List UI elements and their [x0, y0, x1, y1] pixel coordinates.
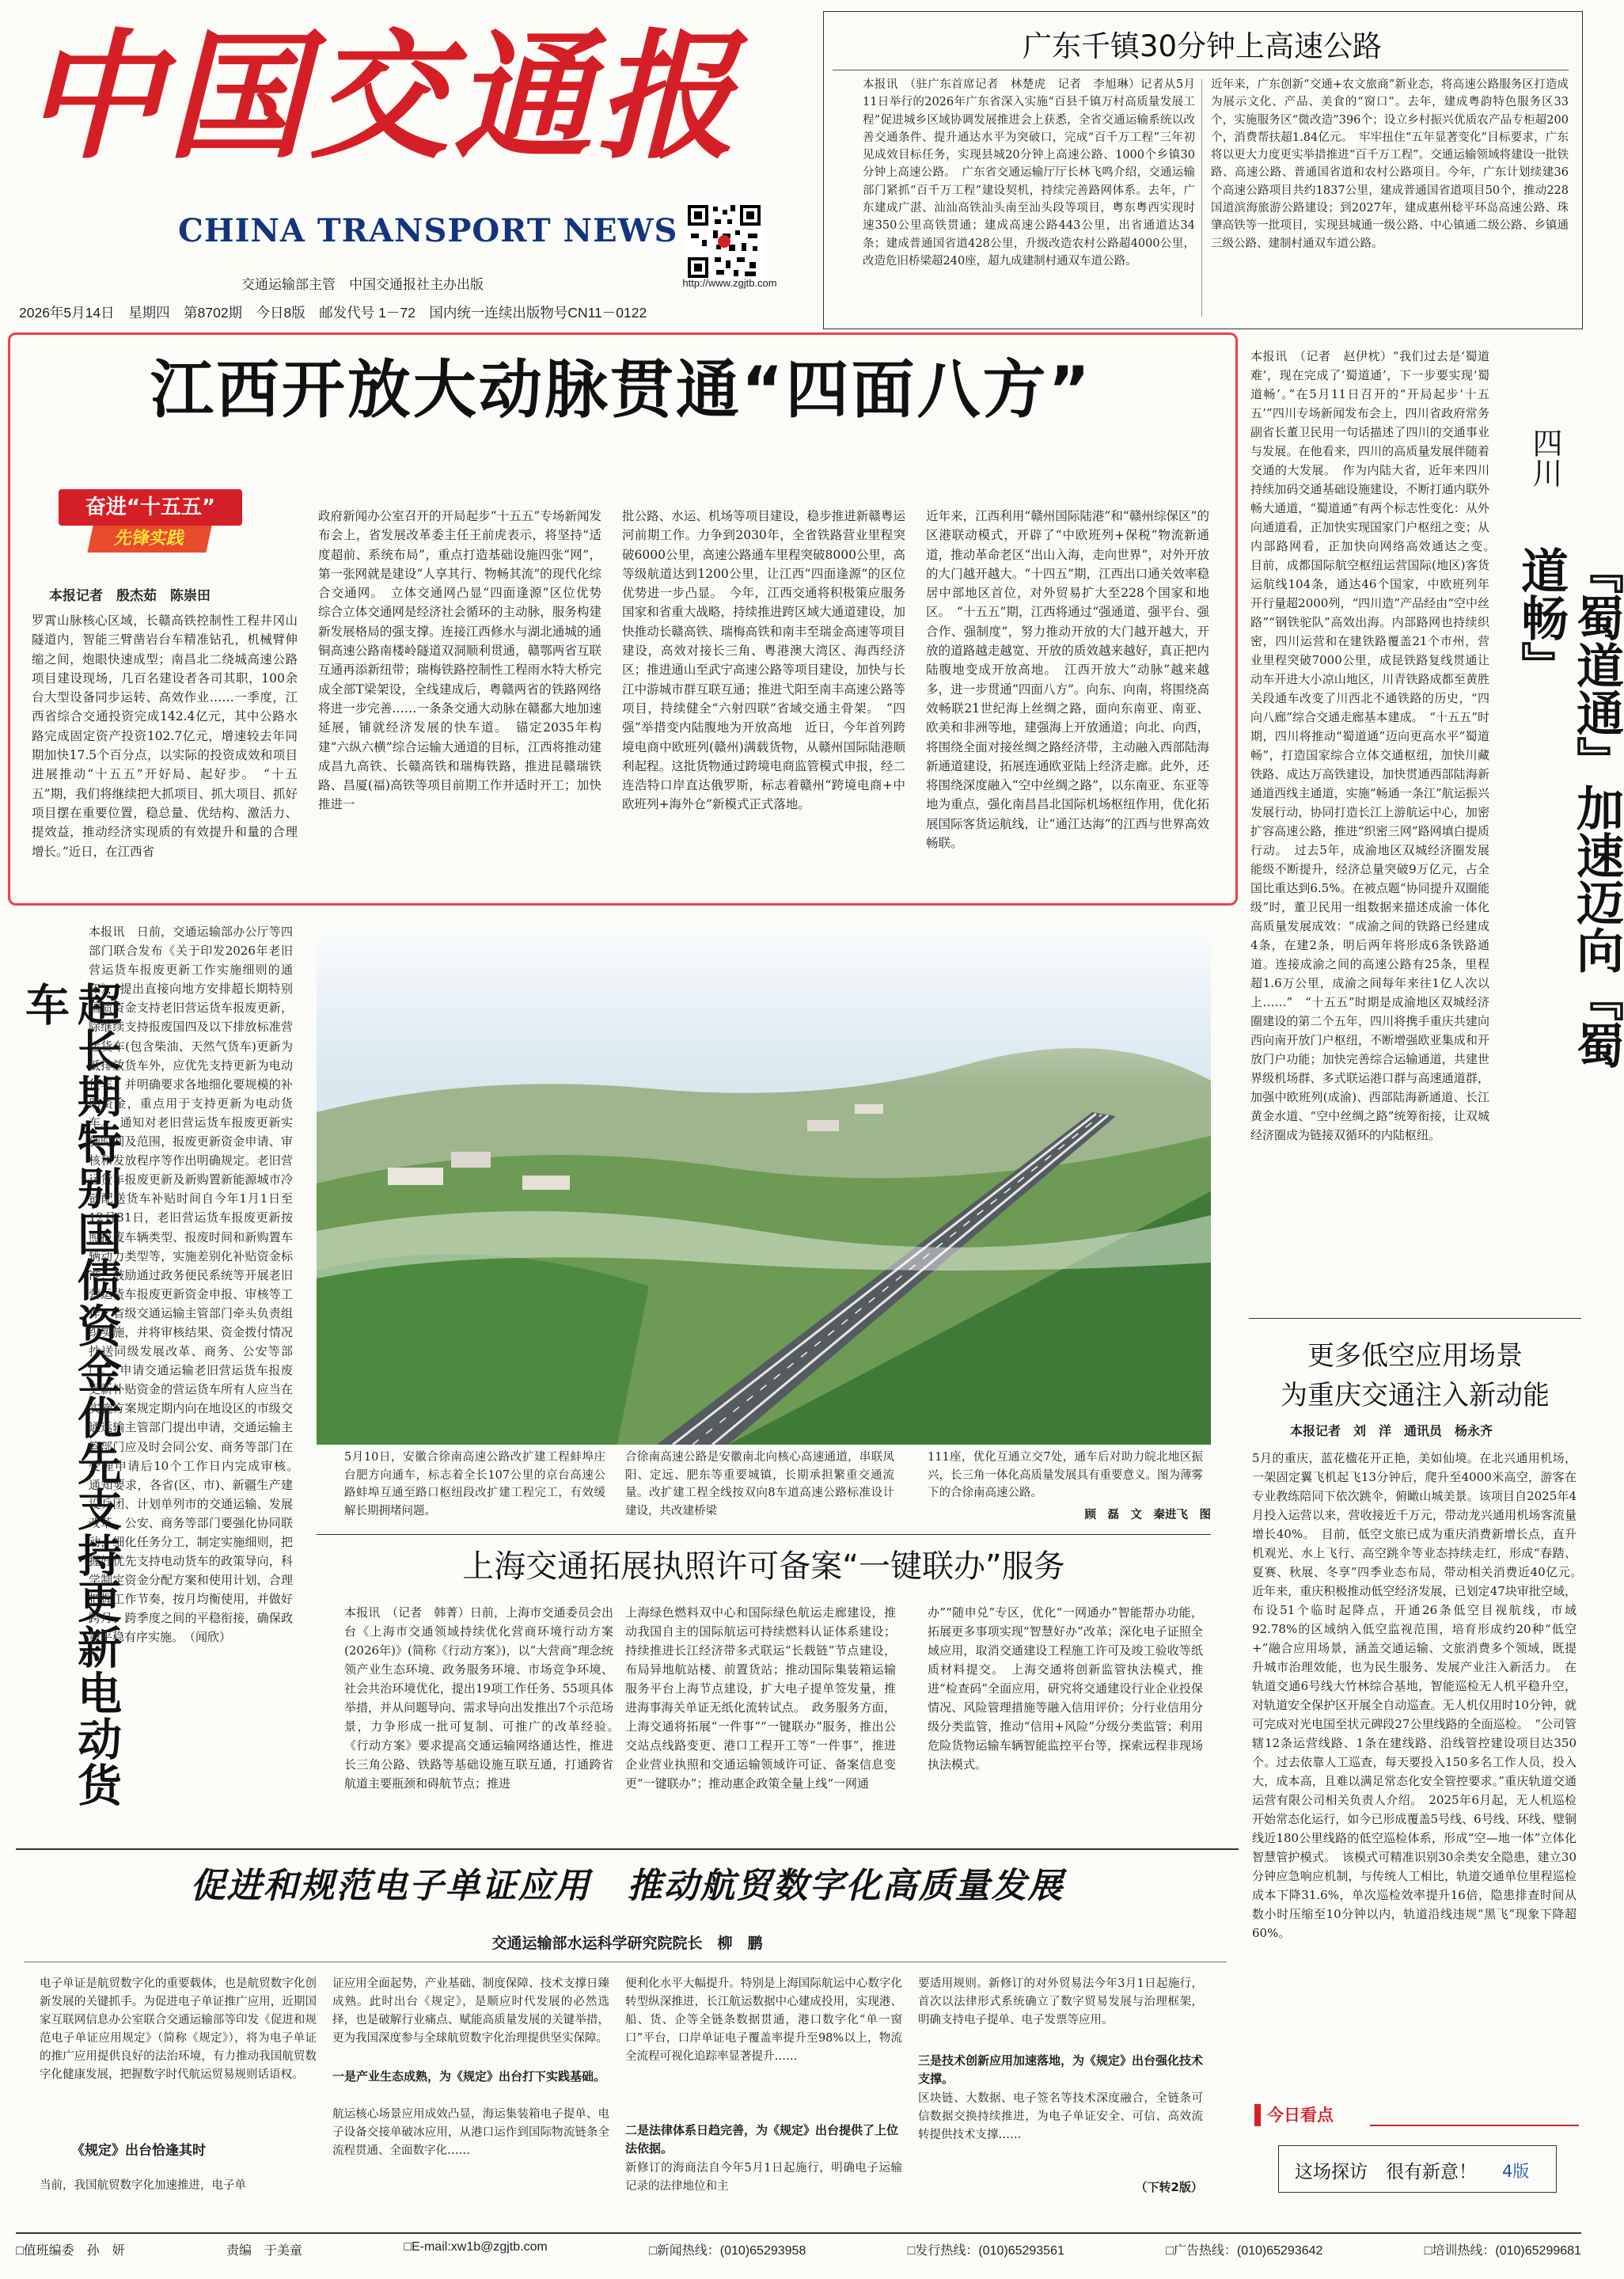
lowalt-byline: 本报记者 刘 洋 通讯员 杨永齐 [1290, 1423, 1493, 1438]
qr-url: http://www.zgjtb.com [682, 277, 777, 289]
sponsors: 交通运输部主管 中国交通报社主办出版 [241, 277, 484, 292]
photo-caption-2: 合徐南高速公路是安徽南北向核心高速通道，串联凤阳、定远、肥东等重要城镇，长期承担繁重交通流量。改扩建工程全线按双向8车道高速公路标准设计建设，共改建桥梁 [625, 1451, 894, 1517]
esign-title: 促进和规范电子单证应用 推动航贸数字化高质量发展 [190, 1866, 1064, 1906]
highway-photo [317, 930, 1211, 1445]
footer-rule [16, 2232, 1581, 2234]
freight-vtitle: 超长期特别国债资金优先支持更新电动货车 [18, 982, 122, 1808]
lowalt-title-1: 更多低空应用场景 [1307, 1340, 1523, 1372]
esign-col-3: 便利化水平大幅提升。特别是上海国际航运中心数字化转型纵深推进，长江航运数据中心建成投用，实现港、船、货、企等全链条数据贯通，港口数字化“单一窗口”平台，口岸单证电子覆盖率提升至98%以上，物流全流程可视化追踪率显著提升…… [625, 1977, 902, 2063]
footer-email[interactable]: □E-mail:xw1b@zgjtb.com [404, 2240, 548, 2254]
shanghai-title: 上海交通拓展执照许可备案“一键联办”服务 [462, 1548, 1065, 1585]
today-item-text: 这场探访 很有新意！ [1295, 2162, 1477, 2182]
footer-distribution-hotline: □发行热线：(010)65293561 [907, 2244, 1064, 2258]
esign-col-2: 证应用全面起势，产业基础、制度保障、技术支撑日臻成熟。此时出台《规定》，是顺应时代发展的必然选择，也是破解行业痛点、赋能高质量发展的关键举措，更为我国深度参与全球航贸数字化治理提供坚实保障。 [332, 1977, 609, 2045]
esign-col-4-heading: 三是技术创新应用加速落地，为《规定》出台强化技术支撑。 [918, 2053, 1204, 2086]
photo-caption-3: 111座，优化互通立交7处，通车后对助力皖北地区振兴，长三角一体化高质量发展具有重要意义。图为薄雾下的合徐南高速公路。 [928, 1451, 1203, 1499]
footer-ad-hotline: □广告热线：(010)65293642 [1166, 2244, 1323, 2258]
lead-col-4: 近年来，江西利用“赣州国际陆港”和“赣州综保区”的区港联动模式，开辟了“中欧班列+保税”物流新通道，推动革命老区“出山入海，走向世界”，对外开放的大门越开越大。“十四五”期，江西出口通关效率稳居中部地区首位，对外贸易扩大至228个国家和地区。 “十五五”期，江西将通过“强通道、强平台、强合作、强制度”，努力推动开放的大门越开越大，开放的道路越走越宽、开放的质效越来越好，真正把内陆腹地变成开放高地。 江西开放大“动脉”越来越多，进一步贯通“四面八方”。向东、向南，将围绕高效畅联21世纪海上丝绸之路，面向东南亚、南亚、欧美和非洲等地，建强海上开放通道；向北、向西，将围绕全面对接丝绸之路经济带，主动融入西部陆海新通道建设，拓展连通欧亚陆上经济走廊。此外，还将围绕深度融入“空中丝绸之路”，以东南亚、东亚等地为重点，强化南昌昌北国际机场枢纽作用，优化拓展国际客货运航线，让“通江达海”的江西与世界高效畅联。 [926, 509, 1209, 851]
esign-col-1: 电子单证是航贸数字化的重要载体，也是航贸数字化创新发展的关键抓手。为促进电子单证推广应用，近期国家互联网信息办公室联合交通运输部等印发《促进和规范电子单证应用规定》（简称《规定》），将为电子单证的推广应用提供良好的法治环境，有力推动我国航贸数字化健康发展，把握数字时代航运贸易规则话语权。 [40, 1977, 317, 2081]
shanghai-col-2: 上海绿色燃料双中心和国际绿色航运走廊建设，推动我国自主的国际航运可持续燃料认证体系建设；持续推进长江经济带多式联运“长载链”节点建设，布局异地航站楼、前置货站；推动国际集装箱运输服务平台上海节点建设，扩大电子提单签发量，推进海事海关单证无纸化流转试点。 政务服务方面，上海交通将拓展“一件事”“一键联办”服务，推出公交站点线路变更、港口工程开工等“一件事”，推进企业营业执照和交通运输领域许可证、备案信息变更“一键联办”；推动惠企政策全量上线“一网通 [625, 1605, 896, 1791]
lead-byline: 本报记者 殷杰茹 陈崇田 [49, 588, 211, 604]
english-name: CHINA TRANSPORT NEWS [178, 212, 678, 249]
esign-continued: （下转2版） [1135, 2180, 1203, 2194]
sichuan-vtitle: 『蜀道通』加速迈向『蜀道畅』 [1513, 546, 1624, 1069]
badge-line-2: 先锋实践 [87, 526, 211, 553]
esign-col-1-heading: 《规定》出台恰逢其时 [71, 2143, 206, 2159]
esign-col-2-text: 航运核心场景应用成效凸显，海运集装箱电子提单、电子设备交接单破冰应用，从港口运作到国际物流链条全流程贯通、全面数字化…… [332, 2108, 609, 2157]
esign-byline: 交通运输部水运科学研究院院长 柳 鹏 [491, 1935, 763, 1952]
shanghai-col-1: 本报讯 （记者 韩菁）日前，上海市交通委员会出台《上海市交通领域持续优化营商环境行动方案(2026年)》(简称《行动方案》)，以“大营商”理念统领产业生态环境、政务服务环境、市场竞争环境、社会共治环境优化，提出19项工作任务、55项具体举措，并从问题导向、需求导向出发推出7个示范场景，力争形成一批可复制、可推广的改革经验。 《行动方案》要求提高交通运输网络通达性，推进长三角公路、铁路等基础设施互联互通，打通跨省航道主要瓶颈和碍航节点；推进 [344, 1605, 626, 1791]
photo-caption-1: 5月10日，安徽合徐南高速公路改扩建工程蚌埠庄台肥方向通车，标志着全长107公里的京台高速公路蚌埠互通至路口枢纽段改扩建工程完工，有效缓解长期拥堵问题。 [344, 1451, 605, 1517]
footer-news-hotline: □新闻热线：(010)65293958 [649, 2244, 806, 2258]
lead-col-1: 罗霄山脉核心区域，长赣高铁控制性工程井冈山隧道内，智能三臂凿岩台车精准钻孔，机械臂伸缩之间，炮眼快速成型；南昌北二绕城高速公路项目建设现场，几百名建设者各司其职，100余台大型设备同步运转、高效作业……一季度，江西省综合交通投资完成142.4亿元，其中公路水路完成固定资产投资102.7亿元，增速较去年同期加快17.5个百分点，以实际的投资成效和项目进展推动“十五五”开好局、起好步。 “十五五”期，我们将继续把大抓项目、抓大项目、抓好项目摆在重要位置，稳总量、优结构、激活力、提效益，推动经济实现质的有效提升和量的合理增长。”近日，在江西省 [32, 613, 298, 859]
today-item[interactable] [1278, 2145, 1557, 2193]
photo-credit: 顾 磊 文 秦进飞 图 [1084, 1509, 1211, 1521]
qr-code [685, 202, 764, 281]
gd-col-1: 本报讯 （驻广东首席记者 林楚虎 记者 李旭琳）记者从5月11日举行的2026年广东省深入实施“百县千镇万村高质量发展工程”促进城乡区域协调发展推进会上获悉，全省交通运输系统以改善交通条件、提升通达水平为突破口，完成“百千万工程”三年初见成效目标任务，实现县城20分钟上高速公路、1000个乡镇30分钟上高速公路。 广东省交通运输厅厅长林飞鸣介绍，交通运输部门紧抓“百千万工程”建设契机，持续完善路网体系。去年，广东建成广湛、汕汕高铁汕头南至汕头段等项目，粤东粤西实现时速350公里高铁贯通；建成高速公路443公里，出省通道达34条；建成普通国省道428公里，升级改造农村公路超4000公里，改造危旧桥梁超240座，超九成建制村通双车道公路。 [863, 78, 1195, 268]
lead-badge [59, 489, 242, 556]
sichuan-text: 本报讯 （记者 赵伊枕）“我们过去是‘蜀道难’，现在完成了‘蜀道通’，下一步要实现‘蜀道畅’。”在5月11日召开的“开局起步‘十五五’”四川专场新闻发布会上，四川省政府常务副省长董卫民用一句话描述了四川的交通事业与发展。在他看来，四川的高质量发展伴随着交通的大发展。 作为内陆大省，近年来四川持续加码交通基础设施建设，不断打通内联外畅大通道，“蜀道通”有两个标志性变化：从外向通道看，正加快实现国家门户枢纽之变；从内部路网看，正加快向网络高效通达之变。 目前，成都国际航空枢纽运营国际(地区)客货运航线104条，通达46个国家，中欧班列年开行量超2000列，“四川造”产品经由“空中丝路”“钢铁驼队”高效出海。内部路网也持续织密，四川运营和在建铁路覆盖21个市州，营业里程突破7000公里，成昆铁路复线贯通让动车开进大小凉山地区，川青铁路成都至黄胜关段通车改变了川西北不通铁路的历史，“四向八廊”综合交通走廊基本建成。 “十五五”时期，四川将推动“蜀道通”迈向更高水平“蜀道畅”，打造国家综合立体交通枢纽，加快川藏铁路、成达万高铁建设，加快贯通西部陆海新通道西线主通道，实施“畅通一条江”航运振兴发展行动，协同打造长江上游航运中心，加密扩容高速公路，推进“织密三网”路网填白提质行动。 过去5年，成渝地区双城经济圈发展能级不断提升，经济总量突破9万亿元，占全国比重达到6.5%。在被点题“协同提升双圈能级”时，董卫民用一组数据来描述成渝一体化高质量发展成效：“成渝之间的铁路已经建成4条，在建2条，明后两年将形成6条铁路通道。连接成渝之间的高速公路有25条，里程超1.6万公里，成渝之间每年来往1亿人次以上……” “十五五”时期是成渝地区双城经济圈建设的第二个五年，四川将携手重庆共建向西向南开放门户枢纽，不断增强欧亚集成和开放门户功能；加快完善综合运输通道，共建世界级机场群、多式联运港口群与高速通道群，加强中欧班列(成渝)、西部陆海新通道、长江黄金水道、“空中丝绸之路”统筹衔接，让双城经济圈成为链接双循环的内陆枢纽。 [1250, 349, 1502, 1142]
masthead-logo: 中国交通报 [24, 16, 740, 178]
lead-title: 江西开放大动脉贯通“四面八方” [150, 353, 1093, 427]
freight-text: 本报讯 日前，交通运输部办公厅等四部门联合发布《关于印发2026年老旧营运货车报废更新工作实施细则的通知》，提出直接向地方安排超长期特别国债资金支持老旧营运货车报废更新，除继续支持报废国四及以下排放标准营运货车(包含柴油、天然气货车)更新为低排放货车外，应优先支持更新为电动货车，并明确要求各地细化要规模的补助资金，重点用于支持更新为电动货车。 通知对老旧营运货车报废更新实施时间及范围，报废更新资金申请、审核和发放程序等作出明确规定。老旧营运货车报废更新及新购置新能源城市冷链配送货车补贴时间自今年1月1日至12月31日，老旧营运货车报废更新按照报废车辆类型、报废时间和新购置车辆动力类型等，实施差别化补贴资金标准；鼓励通过政务便民系统等开展老旧营运货车报废更新资金申报、审核等工作，省级交通运输主管部门牵头负责组织实施，并将审核结果、资金拨付情况抄送同级发展改革、商务、公安等部门。 申请交通运输老旧营运货车报废更新补贴资金的营运货车所有人应当在实施方案规定期内向在地设区的市级交通运输主管部门提出申请，交通运输主管部门应及时会同公安、商务等部门在受理申请后10个工作日内完成审核。 通知要求，各省(区、市)、新疆生产建设兵团、计划单列市的交通运输、发展改革、公安、商务等部门要强化协同联动，细化任务分工，制定实施细则，把握好优先支持电动货车的政策导向，科学制定资金分配方案和使用计划，合理把握工作节奏，按月均衡使用，并做好跨月、跨季度之间的平稳衔接，确保政策平稳有序实施。 （闻欣） [89, 925, 305, 1645]
esign-top-rule [16, 1848, 1239, 1850]
esign-col-3-heading: 二是法律体系日趋完善，为《规定》出台提供了上位法依据。 [625, 2123, 899, 2156]
esign-col-4-text: 区块链、大数据、电子签名等技术深度融合，全链条可信数据交换持续推进，为电子单证安全、可信、高效流转提供技术支撑…… [918, 2092, 1203, 2141]
lowalt-title-2: 为重庆交通注入新动能 [1281, 1380, 1550, 1411]
shanghai-top-rule [317, 1534, 1211, 1535]
lowalt-text: 5月的重庆，蓝花楹花开正艳，美如仙境。在北兴通用机场，一架固定翼飞机起飞13分钟后，爬升至4000米高空，游客在专业教练陪同下依次跳伞，俯瞰山城美景。该项目自2025年4月投入运营以来，营收接近千万元，带动龙兴通用机场客流量增长40%。 目前，低空文旅已成为重庆消费新增长点，直升机观光、水上飞行、高空跳伞等业态持续走红，形成“春踏、夏赛、秋展、冬享”四季业态布局，带动相关消费近40亿元。 近年来，重庆积极推动低空经济发展，已划定47块审批空域，布设51个临时起降点，开通26条低空目视航线，市域92.78%的区域纳入低空监视范围，培育形成约20种“低空+”融合应用场景，涵盖交通运输、文旅消费多个领域，既提升城市治理效能，也为民生服务、发展产业注入新活力。 在轨道交通6号线大竹林综合基地，智能巡检无人机平稳升空，对轨道安全保护区开展全自动巡查。无人机仅用时10分钟，就可完成对光电国至状元碑段27公里线路的全面巡检。 “公司管辖12条运营线路、1条在建线路、沿线管控建设项目达350个。过去依靠人工巡查，每天要投入150多名工作人员，投入大，成本高，且难以满足常态化安全管控要求。”重庆轨道交通运营有限公司相关负责人介绍。 2025年6月起，无人机巡检开始常态化运行，如今已形成覆盖5号线、6号线、环线、璧铜线近180公里线路的低空巡检体系，形成“空—地一体”立体化智慧管护模式。 该模式可精准识别30余类安全隐患，建立30分钟应急响应机制，与传统人工相比，轨道交通单位里程巡检成本下降31.6%，单次巡检效率提升16倍，隐患排查时间从数小时压缩至10分钟以内，轨道沿线违规“黑飞”现象下降超60%。 [1252, 1451, 1589, 1940]
gd-col-divider [1201, 79, 1202, 317]
footer-editor: □值班编委 孙 妍 [16, 2244, 125, 2258]
sichuan-vtitle-small: 四川 [1527, 427, 1562, 488]
today-box [1254, 2098, 1579, 2209]
dateline: 2026年5月14日 星期四 第8702期 今日8版 邮发代号 1－72 国内统一连续出版物号CN11－0122 [19, 305, 647, 321]
gd-col-2: 近年来，广东创新“交通+农文旅商”新业态，将高速公路服务区打造成为展示文化、产品、美食的“窗口”。去年，建成粤韵特色服务区33个，实施服务区“微改造”396个；设立乡村振兴优质农产品专柜超200个，消费帮扶超1.84亿元。 牢牢扭住“五年显著变化”目标要求，广东将以更大力度更实举措推进“百千万工程”。交通运输领域将建设一批铁路、高速公路、普通国省道和农村公路项目。今年，广东计划续建36个高速公路项目共约1837公里，建成普通国省道项目50个，推动228国道滨海旅游公路建设；到2027年，建成惠州稔平环岛高速公路、珠肇高铁等一批项目，实现县城通一级公路、中心镇通二级公路、乡镇通三级公路、建制村通双车道公路。 [1211, 78, 1569, 250]
badge-line-1: 奋进“十五五” [59, 489, 242, 526]
lowalt-top-rule [1249, 1318, 1581, 1319]
gd-title: 广东千镇30分钟上高速公路 [1022, 29, 1383, 63]
masthead [16, 8, 815, 340]
esign-col-3-text: 新修订的海商法自今年5月1日起施行，明确电子运输记录的法律地位和主 [625, 2162, 902, 2193]
footer-bar [16, 2240, 1581, 2267]
lead-col-2: 政府新闻办公室召开的开局起步“十五五”专场新闻发布会上，省发展改革委主任王前虎表示，将坚持“适度超前、系统布局”，重点打造基础设施四张“网”，第一张网就是建设“人享其行、物畅其流”的现代化综合交通网。 立体交通网凸显“四面逢源”区位优势 综合立体交通网是经济社会循环的主动脉，服务构建新发展格局的强支撑。连接江西修水与湖北通城的通铜高速公路南楼岭隧道双洞顺利贯通，赣鄂两省互联互通再添新纽带；瑞梅铁路控制性工程雨水特大桥完成全部T梁架设，全线建成后，粤赣两省的铁路网络将进一步完善……一条条交通大动脉在赣鄱大地加速延展，铺就经济发展的快车道。 锚定2035年构建“六纵六横”综合运输大通道的目标，江西将推动建成昌九高铁、长赣高铁和瑞梅铁路，推进昆赣瑞铁路、昌厦(福)高铁等项目前期工作并适时开工；加快推进一 [318, 509, 614, 812]
esign-col-1-tail: 当前，我国航贸数字化加速推进，电子单 [40, 2179, 246, 2192]
shanghai-col-3: 办”“随申兑”专区，优化“一网通办”智能帮办功能，拓展更多事项实现“智慧好办”改革；深化电子证照全域应用，取消交通建设工程施工许可及竣工验收等纸质材料提交。 上海交通将创新监管执法模式，推进“检查码”全面应用，研究将交通建设行业企业投保情况、风险管理措施等融入信用评价；分行业信用分级分类监管，推动“信用+风险”分级分类监管；利用危险货物运输车辆智能监控平台等，探索远程非现场执法模式。 [928, 1605, 1203, 1772]
lead-col-3: 批公路、水运、机场等项目建设，稳步推进新赣粤运河前期工作。力争到2030年，全省铁路营业里程突破6000公里，高速公路通车里程突破8000公里，高等级航道达到1200公里，让江西“四面逢源”的区位优势进一步凸显。 今年，江西交通将积极策应服务国家和省重大战略，持续推进跨区域大通道建设，加快推动长赣高铁、瑞梅高铁和南丰至瑞金高速等项目建设，高效对接长三角、粤港澳大湾区、海西经济区；推进通山至武宁高速公路等项目建设，加快与长江中游城市群互联互通；推进弋阳至南丰高速公路等项目，持续健全“六射四联”省域交通主骨架。 “四强”举措变内陆腹地为开放高地 近日，今年首列跨境电商中欧班列(赣州)满载货物，从赣州国际陆港顺利起程。这批货物通过跨境电商监管模式申报，经二连浩特口岸直达俄罗斯，标志着赣州“跨境电商+中欧班列+海外仓”新模式正式落地。 [622, 509, 905, 812]
esign-col-2-heading: 一是产业生态成熟，为《规定》出台打下实践基础。 [332, 2069, 606, 2083]
footer-training-hotline: □培训热线：(010)65299681 [1424, 2244, 1581, 2258]
esign-col-4: 要适用规则。新修订的对外贸易法今年3月1日起施行，首次以法律形式系统确立了数字贸易发展与治理框架，明确支持电子提单、电子发票等应用。 [918, 1977, 1203, 2026]
today-label: 今日看点 [1254, 2104, 1370, 2126]
footer-responsible: 责编 于美童 [226, 2244, 302, 2258]
today-item-page: 4版 [1502, 2162, 1530, 2181]
